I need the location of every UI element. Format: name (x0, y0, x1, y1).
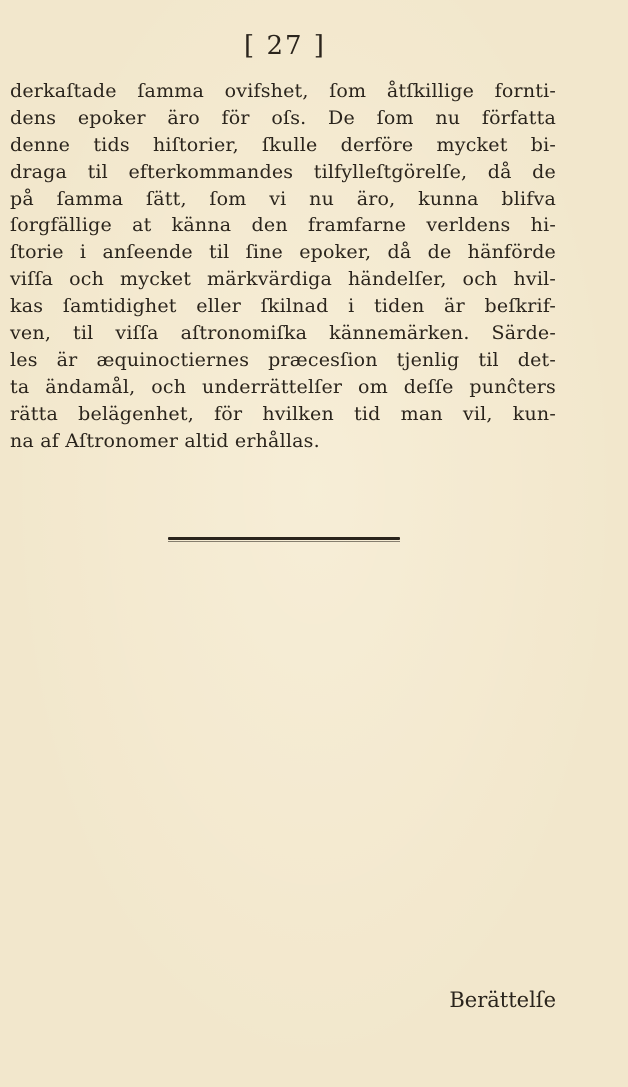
text-line: på ſamma ſätt, ſom vi nu äro, kunna blifva (10, 187, 556, 210)
text-line: rätta belägenhet, för hvilken tid man vil, kun- (10, 402, 556, 425)
text-line: ſorgfällige at känna den framfarne verldens hi- (10, 214, 556, 237)
text-line: viſſa och mycket märkvärdiga händelſer, och hvil- (10, 268, 556, 291)
page-number: [ 27 ] (244, 31, 326, 61)
text-line: ſtorie i anſeende til ſine epoker, då de hänförde (10, 241, 556, 264)
text-line: les är æquinoctiernes præcesſion tjenlig til det- (10, 348, 556, 371)
text-line: dens epoker äro för oſs. De ſom nu författa (10, 106, 556, 129)
body-text (10, 78, 556, 454)
text-line: draga til efterkommandes tilfylleſtgörelſe, då de (10, 160, 556, 183)
text-line: denne tids hiſtorier, ſkulle derföre mycket bi- (10, 133, 556, 156)
text-line: kas ſamtidighet eller ſkilnad i tiden är beſkrif- (10, 295, 556, 318)
catchword: Berättelſe (449, 988, 556, 1012)
text-line: na af Aſtronomer altid erhållas. (10, 429, 320, 452)
text-line: ven, til viſſa aſtronomiſka kännemärken. Särde- (10, 322, 556, 345)
text-line: derkaſtade ſamma ovifshet, ſom åtſkillige fornti- (10, 80, 556, 102)
section-divider-rule (168, 537, 400, 540)
text-line: ta ändamål, och underrättelſer om deſſe punĉters (10, 375, 556, 398)
